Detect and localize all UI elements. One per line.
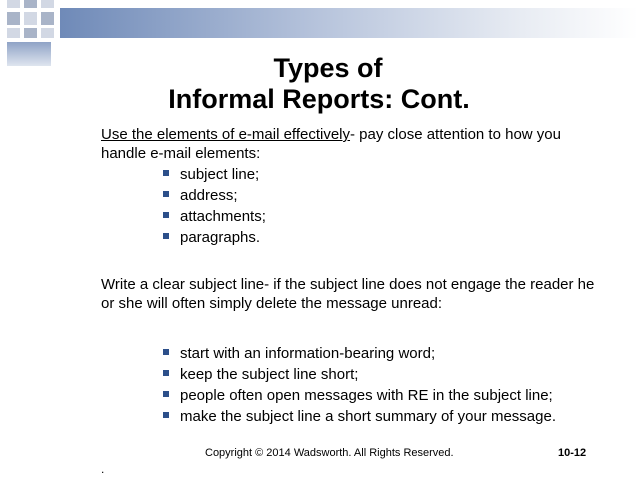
subject-line-tips-list — [161, 344, 556, 428]
square-bullet-icon — [163, 370, 169, 376]
square-bullet-icon — [163, 170, 169, 176]
trailing-dot: . — [101, 462, 105, 476]
list-item — [161, 228, 266, 249]
list-item-text: attachments; — [180, 208, 266, 225]
square-bullet-icon — [163, 191, 169, 197]
deco-square — [41, 0, 54, 8]
slide-number: 10-12 — [558, 447, 587, 459]
deco-square — [24, 0, 37, 8]
deco-square — [7, 28, 20, 38]
list-item — [161, 344, 556, 365]
list-item-text: address; — [180, 187, 238, 204]
email-elements-list — [161, 165, 266, 249]
intro-underlined-text: Use the elements of e-mail effectively — [101, 126, 351, 143]
square-bullet-icon — [163, 412, 169, 418]
copyright-notice: Copyright © 2014 Wadsworth. All Rights Reserved. — [205, 447, 454, 459]
square-bullet-icon — [163, 349, 169, 355]
deco-square — [41, 12, 54, 25]
list-item-text: start with an information-bearing word; — [180, 345, 436, 362]
list-item-text: make the subject line a short summary of your message. — [180, 408, 556, 425]
slide-title-line2: Informal Reports: Cont. — [168, 84, 470, 114]
deco-square — [24, 28, 37, 38]
deco-square — [41, 28, 54, 38]
square-bullet-icon — [163, 391, 169, 397]
list-item-text: people often open messages with RE in the subject line; — [180, 387, 553, 404]
list-item-text: keep the subject line short; — [180, 366, 359, 383]
intro-rest-text: - pay close attention to how you handle e-mail elements: — [101, 126, 561, 162]
subject-line-paragraph: Write a clear subject line- if the subject line does not engage the reader he or she will often simply delete the message unread: — [101, 276, 595, 312]
list-item — [161, 386, 556, 407]
list-item-text: paragraphs. — [180, 229, 261, 246]
header-gradient-bar — [60, 8, 638, 38]
deco-square — [7, 12, 20, 25]
square-bullet-icon — [163, 212, 169, 218]
list-item — [161, 365, 556, 386]
deco-square — [24, 12, 37, 25]
list-item — [161, 165, 266, 186]
list-item — [161, 186, 266, 207]
square-bullet-icon — [163, 233, 169, 239]
deco-square — [7, 0, 20, 8]
intro-paragraph — [101, 125, 601, 163]
list-item-text: subject line; — [180, 166, 260, 183]
slide-title-line1: Types of — [273, 53, 383, 83]
list-item — [161, 407, 556, 428]
list-item — [161, 207, 266, 228]
